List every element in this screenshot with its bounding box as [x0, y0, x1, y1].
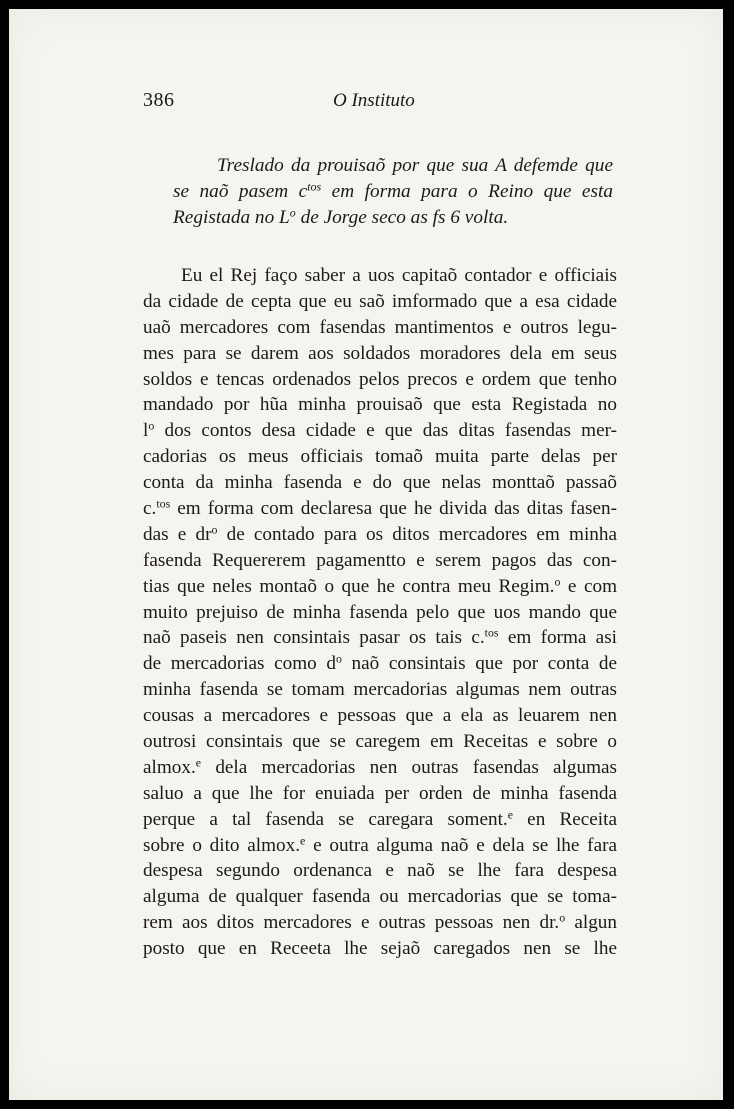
- text-line: uaõ mercadores com fasendas mantimentos e outros legu-: [143, 316, 617, 338]
- heading-line: se naõ pasem $c^{tos}$ em forma para o Reino que esta: [173, 179, 613, 202]
- text-line: cadorias os meus officiais tomaõ muita parte delas per: [143, 446, 617, 468]
- document-heading: [173, 153, 613, 231]
- text-line: conta da minha fasenda e do que nelas monttaõ passaõ: [143, 472, 617, 494]
- text-line: outrosi consintais que se caregem em Receitas e sobre o: [143, 731, 617, 753]
- text-line: Eu el Rej faço saber a uos capitaõ contador e officiais: [181, 265, 617, 286]
- text-line: sobre o dito almox.$^e$ e outra alguma naõ e dela se lhe fara: [143, 833, 617, 856]
- body-text: [143, 263, 617, 962]
- heading-line: Registada no $L^o$ de Jorge seco as fs 6 volta.: [173, 205, 509, 228]
- text-line: despesa segundo ordenanca e naõ se lhe fara despesa: [143, 860, 617, 882]
- heading-line: Treslado da prouisaõ por que sua A defemde que: [217, 155, 613, 176]
- text-line: cousas a mercadores e pessoas que a ela as leuarem nen: [143, 705, 617, 727]
- text-line: muito prejuiso de minha fasenda pelo que uos mando que: [143, 601, 617, 623]
- text-line: de mercadorias como $d^o$ naõ consintais que por conta de: [143, 651, 617, 675]
- running-title: O Instituto: [333, 90, 415, 111]
- text-line: tias que neles montaõ o que he contra meu Regim.$^o$ e com: [143, 574, 617, 597]
- text-line: fasenda Requererem pagamentto e serem pagos das con-: [143, 549, 617, 571]
- text-line: rem aos ditos mercadores e outras pessoas nen dr.$^o$ algun: [143, 910, 617, 934]
- text-line: naõ paseis nen consintais pasar os tais c.$^{tos}$ em forma asi: [143, 625, 617, 649]
- text-line: posto que en Receeta lhe sejaõ caregados nen se lhe: [143, 938, 617, 960]
- document-page: [9, 9, 723, 1100]
- text-line: da cidade de cepta que eu saõ imformado que a esa cidade: [143, 290, 617, 312]
- text-line: minha fasenda se tomam mercadorias algumas nem outras: [143, 679, 617, 701]
- text-line: alguma de qualquer fasenda ou mercadorias que se toma-: [143, 886, 617, 908]
- text-line: mes para se darem aos soldados moradores dela em seus: [143, 342, 617, 364]
- text-line: perque a tal fasenda se caregara soment.$^e$ en Receita: [143, 807, 617, 830]
- text-line: c.$^{tos}$ em forma com declaresa que he divida das ditas fasen-: [143, 496, 617, 520]
- text-line: $l^o$ dos contos desa cidade e que das ditas fasendas mer-: [143, 418, 617, 442]
- text-line: das e $dr^o$ de contado para os ditos mercadores em minha: [143, 522, 617, 545]
- text-line: soldos e tencas ordenados pelos precos e ordem que tenho: [143, 368, 617, 390]
- text-line: mandado por hũa minha prouisaõ que esta Registada no: [143, 394, 617, 416]
- page-number: 386: [143, 89, 175, 111]
- text-line: saluo a que lhe for enuiada per orden de minha fasenda: [143, 782, 617, 804]
- text-line: almox.$^e$ dela mercadorias nen outras fasendas algumas: [143, 755, 617, 778]
- page-header: [9, 89, 723, 115]
